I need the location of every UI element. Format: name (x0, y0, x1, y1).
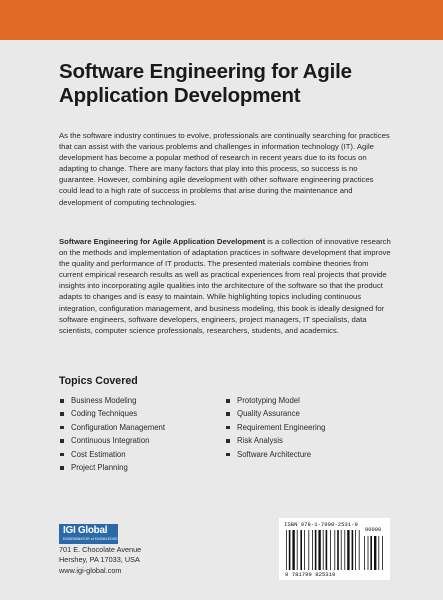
barcode-block (279, 518, 390, 580)
book-title: Software Engineering for Agile Application Development (59, 60, 352, 107)
topic-item: Continuous Integration (59, 434, 165, 447)
igi-global-logo (59, 524, 118, 544)
topic-item: Requirement Engineering (225, 421, 325, 434)
isbn-text: ISBN 978-1-7998-2531-9 (284, 521, 358, 528)
barcode-addon-number: 90000 (365, 527, 382, 533)
topic-item: Software Architecture (225, 448, 325, 461)
barcode-icon (284, 530, 386, 570)
logo-tagline: DISSEMINATOR of KNOWLEDGE (63, 537, 118, 541)
description-paragraph-2 (59, 236, 392, 336)
topics-heading: Topics Covered (59, 375, 138, 387)
topic-item: Prototyping Model (225, 394, 325, 407)
description-paragraph-1: As the software industry continues to evolve, professionals are continually searching for practices that can assist with the various problems and challenges in information technology (IT). Agile development has become a popular method of research in recent years due to its focus on adapting to change. There are many factors that play into this process, so success is no guarantee. However, combining agile development with other software engineering practices could lead to a high rate of success in problems that arise during the maintenance and development of computing technologies. (59, 131, 390, 207)
topic-item: Configuration Management (59, 421, 165, 434)
address-line-2: Hershey, PA 17033, USA (59, 555, 140, 565)
book-title-inline: Software Engineering for Agile Application Development (59, 237, 266, 246)
publisher-address (59, 545, 141, 576)
back-cover-content (59, 60, 394, 473)
topic-item: Project Planning (59, 461, 165, 474)
topic-item: Risk Analysis (225, 434, 325, 447)
topic-item: Business Modeling (59, 394, 165, 407)
top-accent-bar (0, 0, 443, 40)
topic-item: Quality Assurance (225, 407, 325, 420)
topic-item: Cost Estimation (59, 448, 165, 461)
publisher-website: www.igi-global.com (59, 565, 122, 575)
logo-text: IGI Global (63, 525, 108, 536)
topics-list-column-2 (225, 394, 325, 461)
topic-item: Coding Techniques (59, 407, 165, 420)
topics-list-column-1 (59, 394, 165, 474)
address-line-1: 701 E. Chocolate Avenue (59, 545, 142, 554)
barcode-number: 9 781799 825319 (285, 571, 336, 578)
description-paragraph-2-text: is a collection of innovative research on the methods and implementation of adaptation practices in software development that improve the quality and performance of IT products. The presented materials combine theories from current empirical research results as well as practical experiences from real projects that provide insights into incorporating agile qualities into the architecture of the software so that the product adapts to changes and is easy to maintain. While highlighting topics including continuous integration, configuration management, and business modeling, this book is ideally designed for software engineers, software developers, engineers, project managers, IT specialists, data scientists, computer science professionals, researchers, students, and academics. (59, 237, 391, 335)
